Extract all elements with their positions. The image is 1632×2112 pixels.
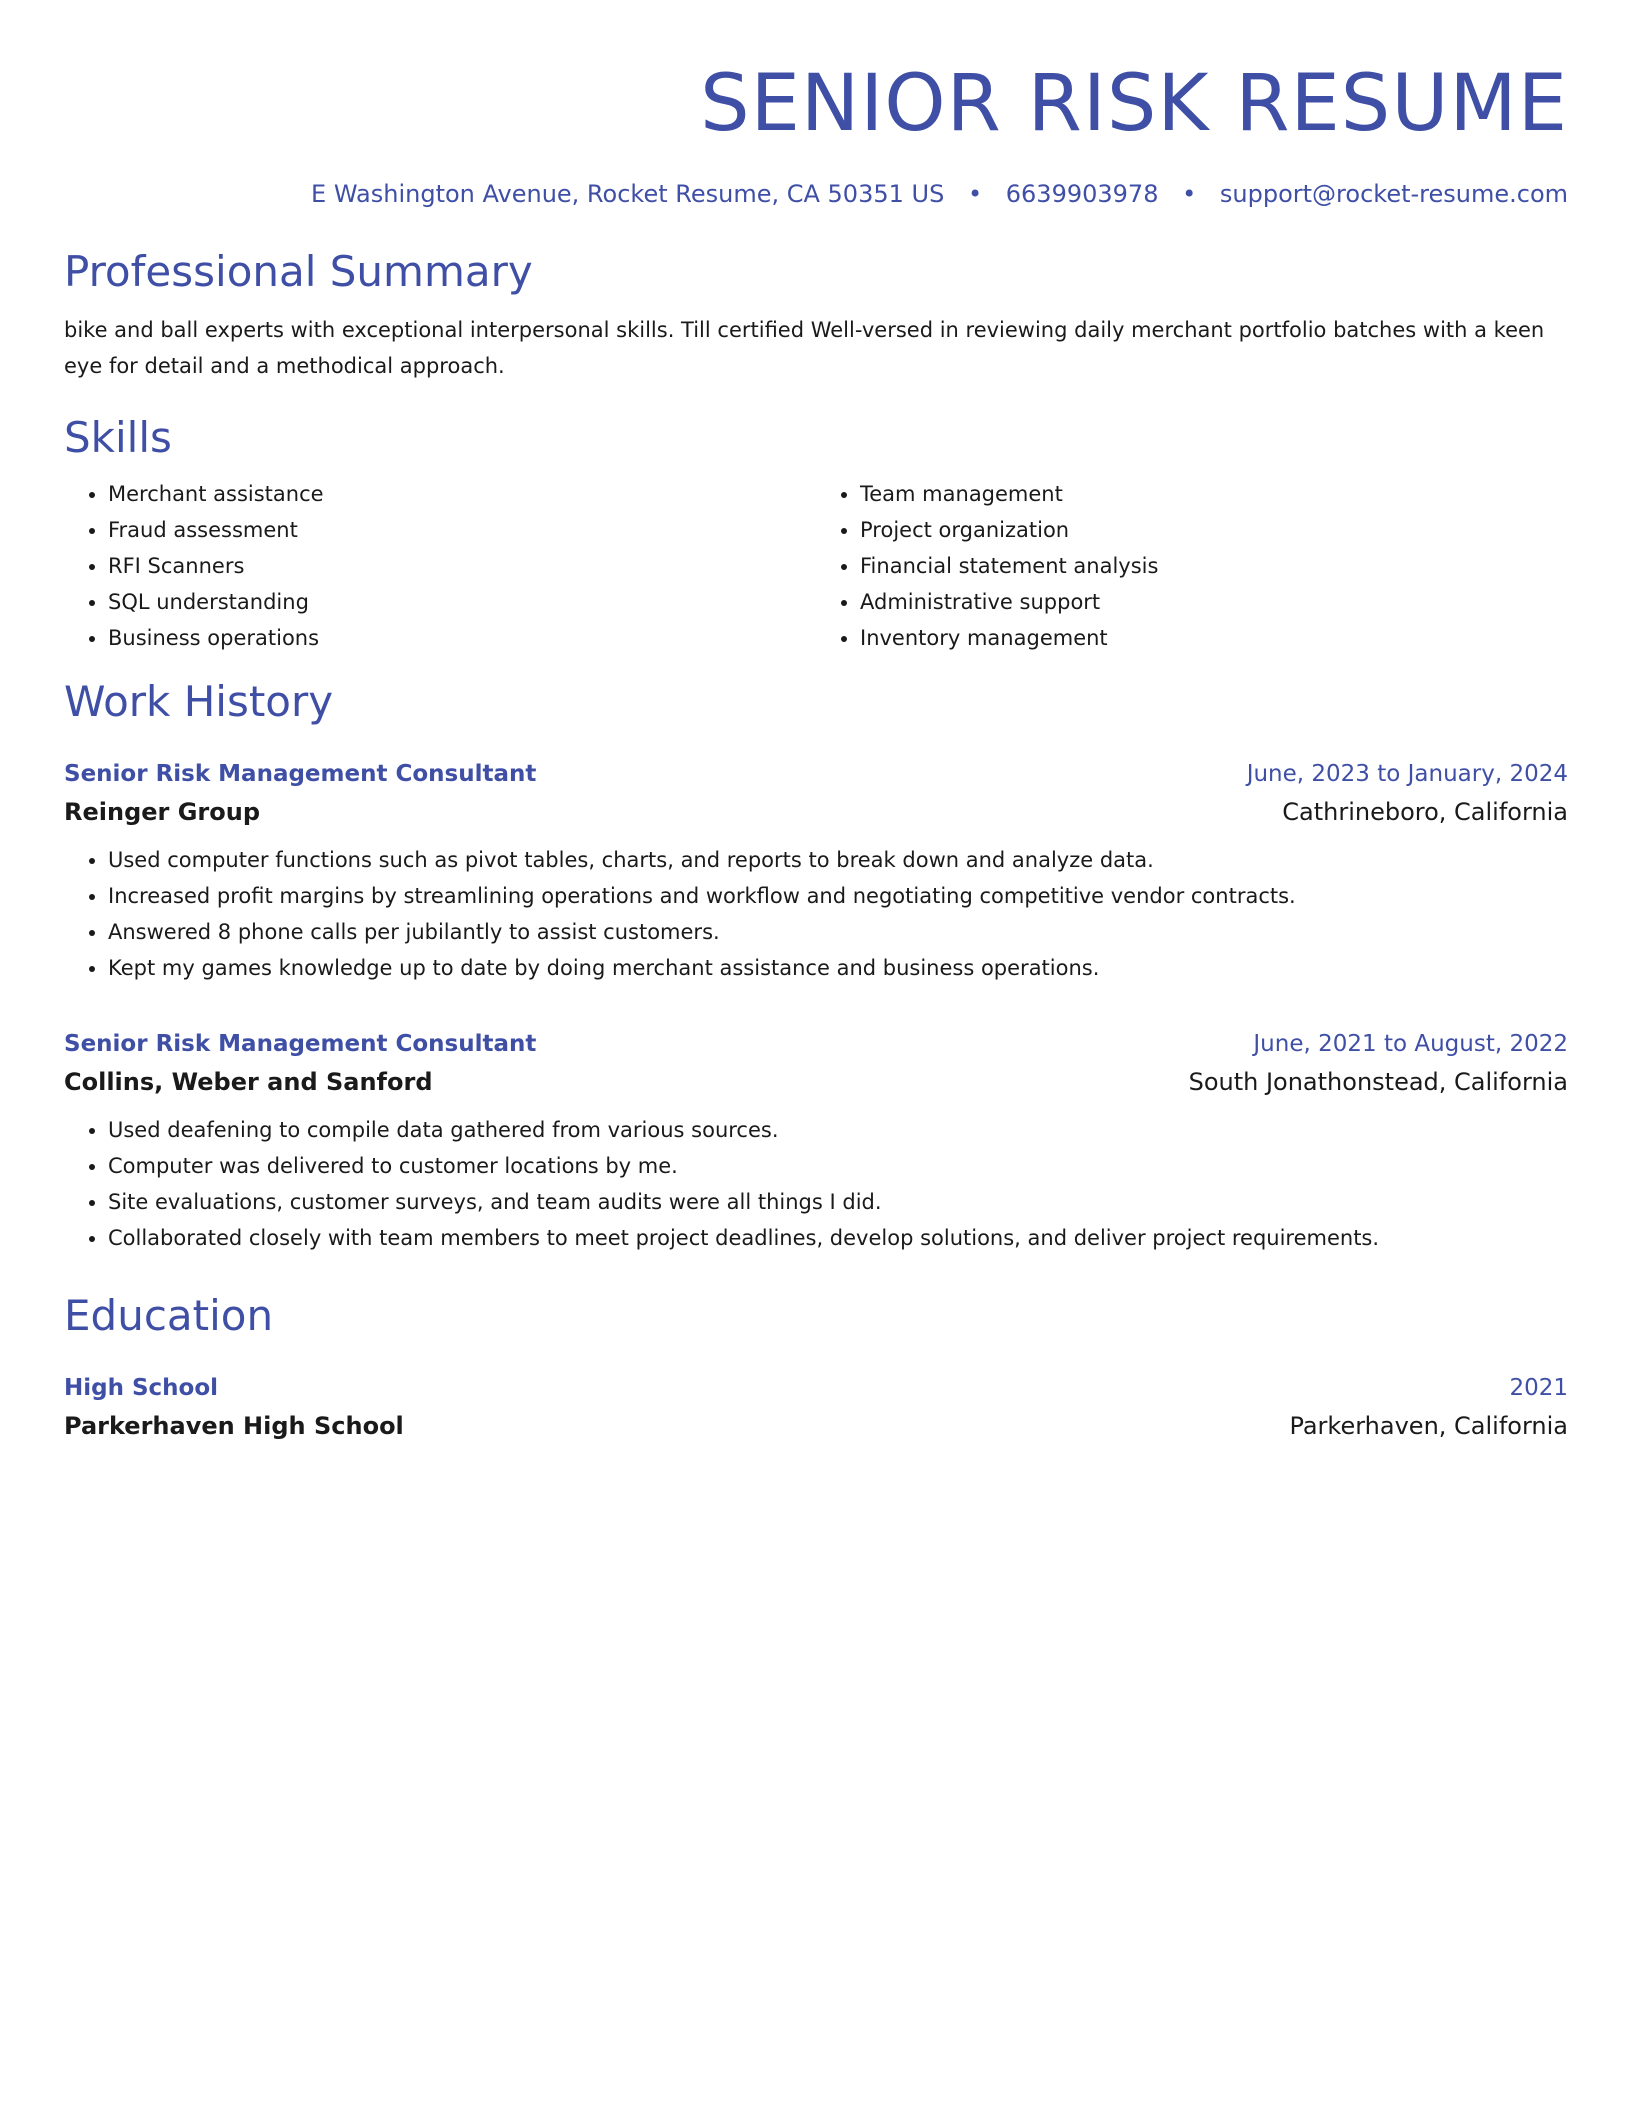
- skill-item: • Administrative support: [860, 584, 1568, 620]
- job-bullet: • Increased profit margins by streamlining operations and workflow and negotiating competitive vendor contracts.: [108, 878, 1568, 914]
- education-entry: [64, 1370, 1568, 1446]
- job-title: Senior Risk Management Consultant: [64, 761, 537, 787]
- job-entry: [64, 1026, 1568, 1256]
- contact-address: E Washington Avenue, Rocket Resume, CA 50351 US: [311, 180, 945, 208]
- skill-item: • Project organization: [860, 512, 1568, 548]
- contact-separator: •: [967, 180, 983, 208]
- job-bullet: • Collaborated closely with team members to meet project deadlines, develop solutions, and deliver project requirements.: [108, 1220, 1568, 1256]
- job-company-row: [64, 792, 1568, 832]
- skill-item: • Financial statement analysis: [860, 548, 1568, 584]
- job-bullet: • Used computer functions such as pivot tables, charts, and reports to break down and analyze data.: [108, 842, 1568, 878]
- job-location: South Jonathonstead, California: [1188, 1068, 1568, 1096]
- summary-heading: Professional Summary: [64, 247, 533, 296]
- resume-title: SENIOR RISK RESUME: [700, 59, 1568, 149]
- education-school-row: [64, 1406, 1568, 1446]
- job-company-row: [64, 1062, 1568, 1102]
- skill-item: • Fraud assessment: [108, 512, 816, 548]
- skill-item: • Business operations: [108, 620, 816, 656]
- education-heading: Education: [64, 1291, 274, 1340]
- education-school: Parkerhaven High School: [64, 1412, 404, 1440]
- skill-item: • Merchant assistance: [108, 476, 816, 512]
- contact-email: support@rocket-resume.com: [1219, 180, 1568, 208]
- job-bullet: • Computer was delivered to customer locations by me.: [108, 1148, 1568, 1184]
- contact-separator: •: [1182, 180, 1197, 208]
- job-dates: June, 2021 to August, 2022: [1253, 1031, 1568, 1057]
- education-degree-row: [64, 1370, 1568, 1406]
- skill-item: • Team management: [860, 476, 1568, 512]
- job-bullets: [64, 1112, 1568, 1256]
- work-history-heading: Work History: [64, 677, 334, 726]
- job-company: Collins, Weber and Sanford: [64, 1068, 433, 1096]
- job-location: Cathrineboro, California: [1282, 798, 1568, 826]
- skills-list-left: [64, 476, 816, 656]
- skill-item: • Inventory management: [860, 620, 1568, 656]
- contact-phone: 6639903978: [1005, 180, 1159, 208]
- job-entry: [64, 756, 1568, 986]
- summary-text: bike and ball experts with exceptional interpersonal skills. Till certified Well-versed in reviewing daily merchant portfolio batches with a keen eye for detail and a methodical approach.: [64, 318, 1545, 378]
- job-title: Senior Risk Management Consultant: [64, 1031, 537, 1057]
- job-title-row: [64, 1026, 1568, 1062]
- skill-item: • SQL understanding: [108, 584, 816, 620]
- education-year: 2021: [1509, 1375, 1568, 1401]
- skill-item: • RFI Scanners: [108, 548, 816, 584]
- job-bullet: • Used deafening to compile data gathered from various sources.: [108, 1112, 1568, 1148]
- skills-grid: [64, 476, 1568, 656]
- job-bullet: • Site evaluations, customer surveys, and team audits were all things I did.: [108, 1184, 1568, 1220]
- contact-line: [64, 178, 1568, 210]
- resume-header: [64, 60, 1568, 210]
- job-bullets: [64, 842, 1568, 986]
- education-degree: High School: [64, 1375, 219, 1401]
- job-company: Reinger Group: [64, 798, 261, 826]
- job-dates: June, 2023 to January, 2024: [1246, 761, 1568, 787]
- job-bullet: • Kept my games knowledge up to date by doing merchant assistance and business operations.: [108, 950, 1568, 986]
- job-title-row: [64, 756, 1568, 792]
- skills-list-right: [816, 476, 1568, 656]
- skills-heading: Skills: [64, 413, 172, 462]
- job-bullet: • Answered 8 phone calls per jubilantly to assist customers.: [108, 914, 1568, 950]
- education-location: Parkerhaven, California: [1289, 1412, 1568, 1440]
